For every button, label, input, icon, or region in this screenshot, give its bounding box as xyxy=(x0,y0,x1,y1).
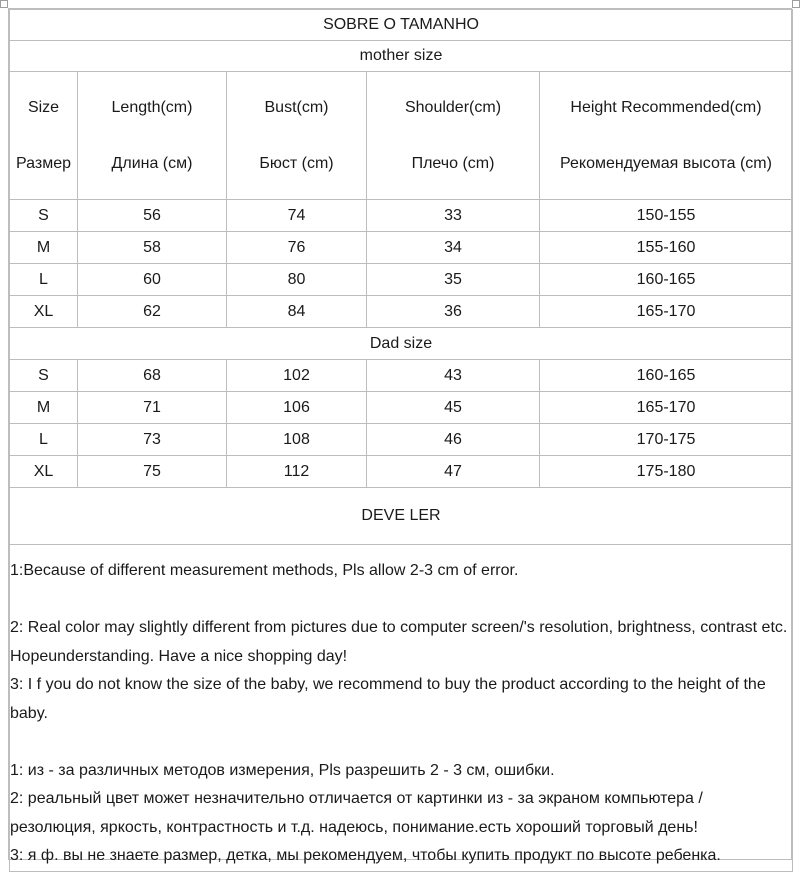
size-header-en: Size xyxy=(27,98,60,116)
size-chart-document xyxy=(8,8,792,864)
notes-block xyxy=(10,545,793,872)
height-header-en: Height Recommended(cm) xyxy=(570,98,762,116)
size-cell: XL xyxy=(10,296,78,328)
note-ru-3: 3: я ф. вы не знаете размер, детка, мы рекомендуем, чтобы купить продукт по высоте ребенка. xyxy=(10,847,721,864)
table-row xyxy=(10,200,793,232)
length-cell: 60 xyxy=(78,264,227,296)
length-cell: 56 xyxy=(78,200,227,232)
bust-cell: 74 xyxy=(227,200,367,232)
height-cell: 175-180 xyxy=(540,456,793,488)
length-header-en: Length(cm) xyxy=(111,98,193,116)
shoulder-cell: 46 xyxy=(367,424,540,456)
title-row xyxy=(10,10,793,41)
bust-cell: 84 xyxy=(227,296,367,328)
length-cell: 75 xyxy=(78,456,227,488)
note-ru-2: 2: реальный цвет может незначительно отличается от картинки из - за экраном компьютера / резолюция, яркость, контрастность и т.д. надеюсь, понимание.есть хороший торговый день! xyxy=(10,790,703,836)
length-cell: 73 xyxy=(78,424,227,456)
bust-cell: 108 xyxy=(227,424,367,456)
shoulder-cell: 43 xyxy=(367,360,540,392)
size-cell: L xyxy=(10,424,78,456)
height-cell: 160-165 xyxy=(540,264,793,296)
bust-cell: 112 xyxy=(227,456,367,488)
mother-size-label: mother size xyxy=(10,41,793,72)
shoulder-cell: 35 xyxy=(367,264,540,296)
note-en-1: 1:Because of different measurement methods, Pls allow 2-3 cm of error. xyxy=(10,562,519,579)
size-cell: S xyxy=(10,360,78,392)
size-cell: XL xyxy=(10,456,78,488)
table-row xyxy=(10,424,793,456)
notes-row xyxy=(10,545,793,872)
length-header-ru: Длина (см) xyxy=(111,154,193,172)
shoulder-cell: 34 xyxy=(367,232,540,264)
deve-ler-heading: DEVE LER xyxy=(10,488,793,545)
size-header-ru: Размер xyxy=(16,154,71,172)
chart-title: SOBRE O TAMANHO xyxy=(10,10,793,41)
bust-header-ru: Бюст (cm) xyxy=(259,154,334,172)
shoulder-cell: 45 xyxy=(367,392,540,424)
shoulder-header-en: Shoulder(cm) xyxy=(404,98,502,116)
length-cell: 58 xyxy=(78,232,227,264)
height-cell: 165-170 xyxy=(540,296,793,328)
deve-ler-row xyxy=(10,488,793,545)
bust-cell: 76 xyxy=(227,232,367,264)
height-cell: 155-160 xyxy=(540,232,793,264)
size-cell: M xyxy=(10,232,78,264)
length-cell: 71 xyxy=(78,392,227,424)
corner-marker-top-left xyxy=(0,0,8,8)
height-cell: 150-155 xyxy=(540,200,793,232)
note-en-3: 3: I f you do not know the size of the baby, we recommend to buy the product according to the height of the baby. xyxy=(10,676,766,722)
length-cell: 62 xyxy=(78,296,227,328)
table-row xyxy=(10,456,793,488)
height-cell: 160-165 xyxy=(540,360,793,392)
shoulder-cell: 47 xyxy=(367,456,540,488)
column-header-row xyxy=(10,72,793,200)
corner-marker-top-right xyxy=(792,0,800,8)
bust-cell: 102 xyxy=(227,360,367,392)
table-row xyxy=(10,392,793,424)
table-row xyxy=(10,360,793,392)
size-cell: S xyxy=(10,200,78,232)
shoulder-header-ru: Плечо (cm) xyxy=(411,154,495,172)
dad-section-row xyxy=(10,328,793,360)
size-column-header xyxy=(10,72,78,200)
size-cell: M xyxy=(10,392,78,424)
shoulder-cell: 36 xyxy=(367,296,540,328)
height-column-header xyxy=(540,72,793,200)
height-header-ru: Рекомендуемая высота (cm) xyxy=(560,154,772,172)
size-cell: L xyxy=(10,264,78,296)
shoulder-cell: 33 xyxy=(367,200,540,232)
height-cell: 165-170 xyxy=(540,392,793,424)
note-en-2: 2: Real color may slightly different from pictures due to computer screen/'s resolution, brightness, contrast etc. Hopeunderstanding. Have a nice shopping day! xyxy=(10,619,788,665)
mother-section-row xyxy=(10,41,793,72)
bust-cell: 80 xyxy=(227,264,367,296)
bust-header-en: Bust(cm) xyxy=(264,98,329,116)
table-row xyxy=(10,232,793,264)
table-row xyxy=(10,264,793,296)
table-row xyxy=(10,296,793,328)
height-cell: 170-175 xyxy=(540,424,793,456)
size-chart-table xyxy=(9,9,793,872)
length-cell: 68 xyxy=(78,360,227,392)
length-column-header xyxy=(78,72,227,200)
dad-size-label: Dad size xyxy=(10,328,793,360)
bust-column-header xyxy=(227,72,367,200)
shoulder-column-header xyxy=(367,72,540,200)
bust-cell: 106 xyxy=(227,392,367,424)
note-ru-1: 1: из - за различных методов измерения, Pls разрешить 2 - 3 см, ошибки. xyxy=(10,761,555,779)
